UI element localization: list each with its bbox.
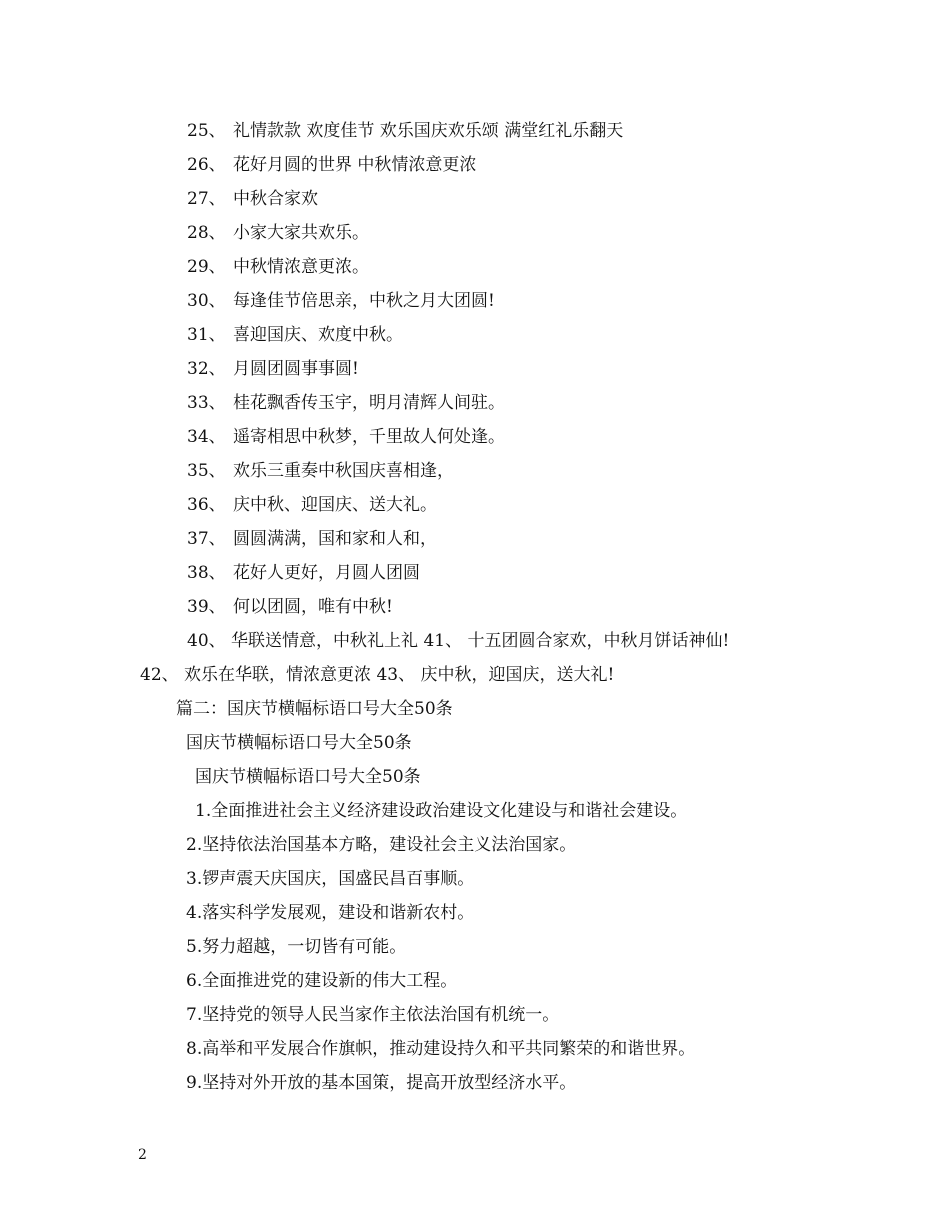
list-item — [187, 120, 623, 142]
item-number: 29、 — [187, 257, 226, 277]
list-item — [187, 494, 437, 516]
list-item — [187, 596, 393, 618]
list-item — [187, 324, 403, 346]
slogan-item: 7.坚持党的领导人民当家作主依法治国有机统一。 — [186, 1005, 560, 1025]
item-text: 庆中秋、迎国庆、送大礼。 — [233, 495, 437, 515]
list-item — [187, 460, 454, 482]
item-text: 中秋情浓意更浓。 — [233, 257, 369, 277]
item-text: 遥寄相思中秋梦，千里故人何处逢。 — [233, 427, 505, 447]
item-number: 37、 — [187, 529, 226, 549]
item-number: 26、 — [187, 155, 226, 175]
slogan-item: 4.落实科学发展观，建设和谐新农村。 — [186, 903, 475, 923]
item-number: 30、 — [187, 291, 226, 311]
list-item-combined: 40、 华联送情意，中秋礼上礼 41、 十五团圆合家欢，中秋月饼话神仙! — [187, 631, 730, 651]
list-item — [187, 562, 420, 584]
list-item — [187, 528, 437, 550]
item-text: 何以团圆，唯有中秋! — [233, 597, 393, 617]
item-number: 39、 — [187, 597, 226, 617]
slogan-item: 1.全面推进社会主义经济建设政治建设文化建设与和谐社会建设。 — [195, 801, 688, 821]
item-number: 33、 — [187, 393, 226, 413]
slogan-item: 9.坚持对外开放的基本国策，提高开放型经济水平。 — [186, 1073, 577, 1093]
item-text: 圆圆满满，国和家和人和， — [233, 529, 437, 549]
item-text: 小家大家共欢乐。 — [233, 223, 369, 243]
list-item — [187, 222, 369, 244]
list-item — [187, 426, 505, 448]
item-number: 34、 — [187, 427, 226, 447]
section-subtitle: 国庆节横幅标语口号大全50条 — [186, 733, 412, 753]
slogan-item: 8.高举和平发展合作旗帜，推动建设持久和平共同繁荣的和谐世界。 — [186, 1039, 696, 1059]
slogan-item: 3.锣声震天庆国庆，国盛民昌百事顺。 — [186, 869, 475, 889]
page-number: 2 — [138, 1147, 147, 1163]
item-text: 每逢佳节倍思亲，中秋之月大团圆! — [233, 291, 495, 311]
item-text: 花好人更好，月圆人团圆 — [233, 563, 420, 583]
list-item — [187, 358, 359, 380]
list-item — [187, 290, 495, 312]
list-item — [187, 188, 318, 210]
list-item — [187, 256, 369, 278]
item-text: 桂花飘香传玉宇，明月清辉人间驻。 — [233, 393, 505, 413]
item-number: 36、 — [187, 495, 226, 515]
item-number: 35、 — [187, 461, 226, 481]
item-text: 中秋合家欢 — [233, 189, 318, 209]
item-text: 礼情款款 欢度佳节 欢乐国庆欢乐颂 满堂红礼乐翻天 — [233, 121, 624, 141]
section-title: 篇二：国庆节横幅标语口号大全50条 — [176, 699, 453, 719]
item-text: 月圆团圆事事圆! — [233, 359, 359, 379]
list-item — [187, 154, 476, 176]
item-number: 28、 — [187, 223, 226, 243]
item-number: 31、 — [187, 325, 226, 345]
list-item — [187, 392, 505, 414]
item-number: 32、 — [187, 359, 226, 379]
item-text: 花好月圆的世界 中秋情浓意更浓 — [233, 155, 477, 175]
item-number: 27、 — [187, 189, 226, 209]
item-text: 喜迎国庆、欢度中秋。 — [233, 325, 403, 345]
item-text: 欢乐三重奏中秋国庆喜相逢， — [233, 461, 454, 481]
list-item-combined: 42、 欢乐在华联，情浓意更浓 43、 庆中秋，迎国庆，送大礼! — [140, 665, 615, 685]
slogan-item: 6.全面推进党的建设新的伟大工程。 — [186, 971, 458, 991]
slogan-item: 2.坚持依法治国基本方略，建设社会主义法治国家。 — [186, 835, 577, 855]
section-subtitle: 国庆节横幅标语口号大全50条 — [195, 767, 421, 787]
slogan-item: 5.努力超越，一切皆有可能。 — [186, 937, 407, 957]
item-number: 25、 — [187, 121, 226, 141]
item-number: 38、 — [187, 563, 226, 583]
